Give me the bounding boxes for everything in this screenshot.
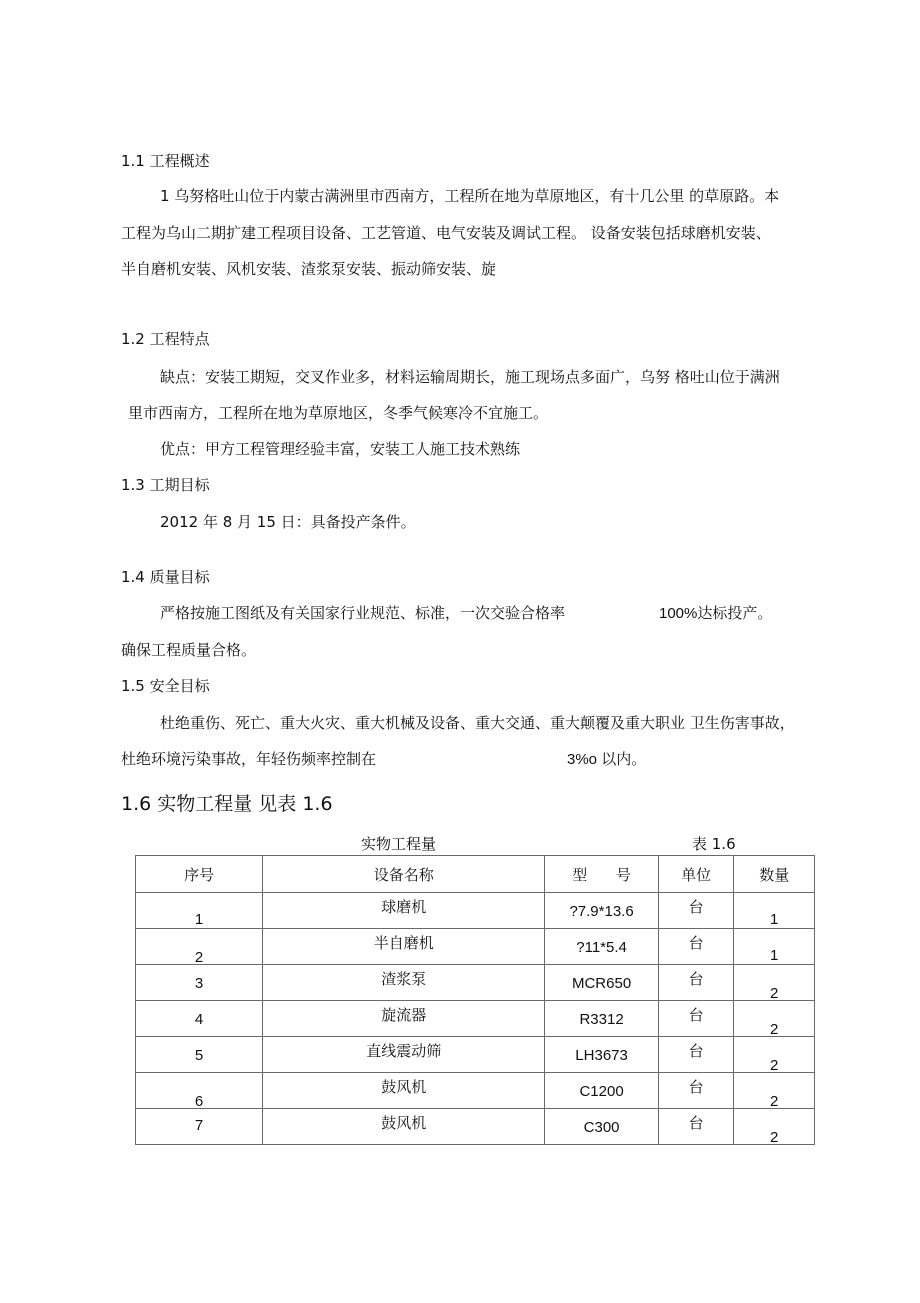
row-model: ?7.9*13.6	[569, 903, 634, 920]
section-1-5-line-2: 杜绝环境污染事故，年轻伤频率控制在	[121, 750, 377, 768]
row-quantity: 2	[770, 1093, 779, 1110]
section-1-5-line-1: 杜绝重伤、死亡、重大火灾、重大机械及设备、重大交通、重大颠覆及重大职业 卫生伤害事故，	[160, 714, 795, 732]
row-quantity: 1	[770, 911, 779, 928]
row-index: 3	[194, 975, 204, 992]
row-model: R3312	[579, 1011, 624, 1028]
table-caption: 实物工程量	[361, 835, 437, 853]
section-1-1-title: 1.1 工程概述	[121, 152, 210, 170]
section-1-2-title: 1.2 工程特点	[121, 330, 210, 348]
section-1-2-line-3: 优点：甲方工程管理经验丰富，安装工人施工技术熟练	[160, 440, 521, 458]
row-model: C1200	[579, 1083, 624, 1100]
section-1-5-line-2-rate: 3%o 以内。	[567, 751, 647, 768]
table-number: 表 1.6	[692, 835, 736, 853]
row-unit: 台	[688, 898, 704, 916]
table-row	[136, 1037, 815, 1073]
section-1-6-title: 1.6 实物工程量 见表 1.6	[121, 793, 333, 815]
table-header-row	[136, 856, 815, 893]
row-equipment: 渣浆泵	[381, 970, 427, 988]
section-1-1-line-1: 1 乌努格吐山位于内蒙古满洲里市西南方，工程所在地为草原地区，有十几公里 的草原路。本	[160, 187, 780, 205]
header-model: 型 号	[545, 856, 659, 893]
row-model: LH3673	[575, 1047, 628, 1064]
section-1-2-line-2: 里市西南方，工程所在地为草原地区，冬季气候寒冷不宜施工。	[128, 404, 549, 422]
row-equipment: 球磨机	[381, 898, 427, 916]
section-1-4-line-1-rate: 100%达标投产。	[659, 605, 773, 622]
header-index: 序号	[136, 856, 263, 893]
row-unit: 台	[688, 934, 704, 952]
row-model: C300	[583, 1119, 620, 1136]
header-quantity: 数量	[734, 856, 815, 893]
section-1-3-title: 1.3 工期目标	[121, 476, 210, 494]
section-1-5-title: 1.5 安全目标	[121, 677, 210, 695]
row-model: ?11*5.4	[576, 939, 627, 956]
row-index: 6	[194, 1093, 204, 1110]
row-quantity: 2	[770, 1129, 779, 1146]
row-unit: 台	[688, 1042, 704, 1060]
section-1-3-line-1: 2012 年 8 月 15 日：具备投产条件。	[160, 513, 416, 531]
row-unit: 台	[688, 1006, 704, 1024]
row-equipment: 半自磨机	[373, 934, 434, 952]
row-index: 7	[194, 1117, 204, 1134]
row-quantity: 2	[770, 985, 779, 1002]
quantity-table	[135, 855, 815, 1145]
section-1-4-line-1: 严格按施工图纸及有关国家行业规范、标准，一次交验合格率	[160, 604, 566, 622]
row-unit: 台	[688, 1078, 704, 1096]
table-row	[136, 1109, 815, 1145]
section-1-4-line-2: 确保工程质量合格。	[121, 641, 257, 659]
row-quantity: 2	[770, 1057, 779, 1074]
row-equipment: 旋流器	[381, 1006, 427, 1024]
section-1-4-title: 1.4 质量目标	[121, 568, 210, 586]
header-equipment: 设备名称	[263, 856, 545, 893]
row-index: 1	[194, 911, 204, 928]
row-unit: 台	[688, 1114, 704, 1132]
section-1-2-line-1: 缺点：安装工期短，交叉作业多，材料运输周期长，施工现场点多面广，乌努 格吐山位于满洲	[160, 368, 780, 386]
table-row	[136, 1073, 815, 1109]
row-equipment: 鼓风机	[381, 1114, 427, 1132]
row-quantity: 2	[770, 1021, 779, 1038]
table-row	[136, 1001, 815, 1037]
section-1-1-line-3: 半自磨机安装、风机安装、渣浆泵安装、振动筛安装、旋	[121, 260, 497, 278]
row-equipment: 鼓风机	[381, 1078, 427, 1096]
table-row	[136, 893, 815, 929]
section-1-1-line-2: 工程为乌山二期扩建工程项目设备、工艺管道、电气安装及调试工程。 设备安装包括球磨机安装、	[121, 224, 771, 242]
table-row	[136, 965, 815, 1001]
row-unit: 台	[688, 970, 704, 988]
row-index: 2	[194, 949, 204, 966]
row-equipment: 直线震动筛	[366, 1042, 442, 1060]
row-model: MCR650	[571, 975, 632, 992]
table-row	[136, 929, 815, 965]
row-quantity: 1	[770, 947, 779, 964]
row-index: 4	[194, 1011, 204, 1028]
row-index: 5	[194, 1047, 204, 1064]
header-unit: 单位	[658, 856, 734, 893]
